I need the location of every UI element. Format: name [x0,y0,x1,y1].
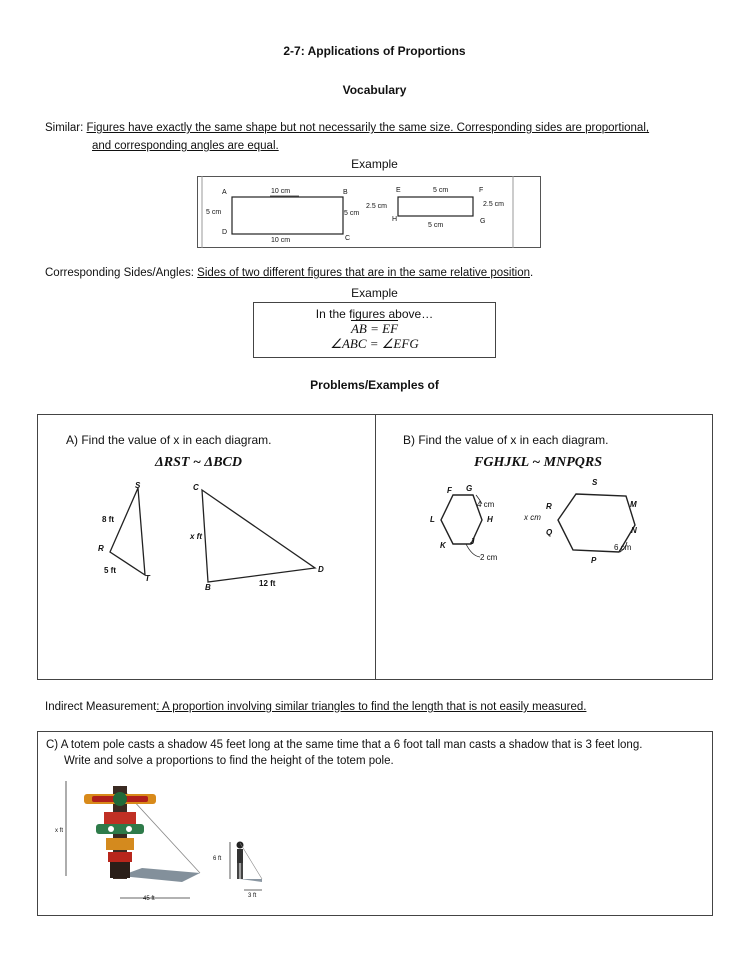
label-rt: 5 ft [104,566,116,575]
vertex-m-hex: M [630,500,637,509]
problem-c-line-1: C) A totem pole casts a shadow 45 feet long at the same time that a 6 foot tall man casts a shadow that is 3 feet long. [46,739,643,751]
problem-b-label: B) Find the value of x in each diagram. [403,433,609,447]
rectangle-abcd [232,197,343,234]
hexagon-fghjkl [441,495,482,544]
rectangle-efgh [398,197,473,216]
label-rs: 8 ft [102,515,114,524]
vertex-p-hex: P [591,556,597,565]
indirect-term: Indirect Measurement [45,701,157,713]
vertex-h: H [392,216,398,223]
vertex-q-hex: Q [546,528,553,537]
label-fg: 2.5 cm [483,201,505,208]
vertex-k-hex: K [440,541,446,550]
label-pole-height: x ft [55,828,64,834]
vertex-b: B [343,189,348,196]
similar-definition [45,120,725,137]
example-box-intro: In the figures above… [315,307,434,321]
man-body [237,849,243,863]
vertex-s-hex: S [592,478,598,487]
problems-divider [375,415,376,679]
corresponding-text: Sides of two different figures that are in the same relative position [197,267,530,279]
vocabulary-heading: Vocabulary [342,83,407,97]
vertex-s: S [135,481,141,490]
label-bc-tri: x ft [190,532,202,541]
label-bc: 5 cm [344,210,360,217]
vertex-r: R [98,544,104,553]
label-jk: 2 cm [480,553,498,562]
problem-b-similarity: FGHJKL ~ MNPQRS [474,455,603,470]
vertex-g-hex: G [466,484,473,493]
man-shadow [240,879,262,882]
example-box [253,302,496,358]
similar-line-2: and corresponding angles are equal. [92,140,279,152]
example-label-1: Example [351,157,398,171]
problem-a-label: A) Find the value of x in each diagram. [66,433,272,447]
totem-illustration [50,776,280,906]
similar-term: Similar: [45,122,84,134]
indirect-definition [45,699,735,716]
vertex-b-tri: B [205,583,211,592]
vertex-f: F [479,187,484,194]
example-box-angles: ∠ABC = ∠EFG [330,336,419,351]
vertex-f-hex: F [447,486,452,495]
page-title: 2-7: Applications of Proportions [283,44,466,58]
corresponding-definition: Corresponding Sides/Angles: Sides of two different figures that are in the same relative position. [45,267,534,279]
vertex-e: E [396,187,401,194]
vertex-h-hex: H [487,515,493,524]
triangles-rst-bcd [90,480,340,595]
label-pole-shadow: 45 ft [143,896,155,902]
similar-rectangles-figure [197,176,541,248]
label-man-shadow: 3 ft [248,893,257,899]
vertex-l-hex: L [430,515,435,524]
vertex-d-tri: D [318,565,324,574]
vertex-d: D [222,229,228,236]
label-man-height: 6 ft [213,856,222,862]
label-np: 6 cm [614,543,632,552]
label-eh: 2.5 cm [366,203,388,210]
similar-line-1: Figures have exactly the same shape but not necessarily the same size. Corresponding sides are proportional, [86,122,650,134]
triangle-rst [110,488,145,575]
indirect-text: : A proportion involving similar triangles to find the length that is not easily measured. [156,701,587,713]
hexagons-figure [420,478,660,578]
label-ad: 5 cm [206,209,222,216]
pole-shadow [120,868,200,882]
label-dc: 10 cm [271,237,291,244]
problem-a-similarity: ΔRST ~ ΔBCD [155,455,242,470]
label-ef: 5 cm [433,187,449,194]
vertex-g: G [480,218,486,225]
corresponding-term: Corresponding Sides/Angles: [45,267,194,279]
label-bd: 12 ft [259,579,276,588]
label-gh: 4 cm [477,500,495,509]
vertex-j-hex: J [470,537,475,546]
problem-c-line-2: Write and solve a proportions to find the height of the totem pole. [64,755,394,767]
label-rq: x cm [524,513,541,522]
problems-heading: Problems/Examples of [310,378,439,392]
label-hg: 5 cm [428,222,444,229]
label-ab: 10 cm [271,188,291,195]
problem-c-text [46,737,706,769]
vertex-a: A [222,189,227,196]
vertex-t: T [145,574,150,583]
vertex-r-hex: R [546,502,552,511]
vertex-c: C [345,235,351,242]
vertex-n-hex: N [631,526,637,535]
triangle-bcd [202,490,315,582]
example-box-sides: AB = EF [350,321,399,336]
example-label-2: Example [351,286,398,300]
vertex-c-tri: C [193,483,199,492]
